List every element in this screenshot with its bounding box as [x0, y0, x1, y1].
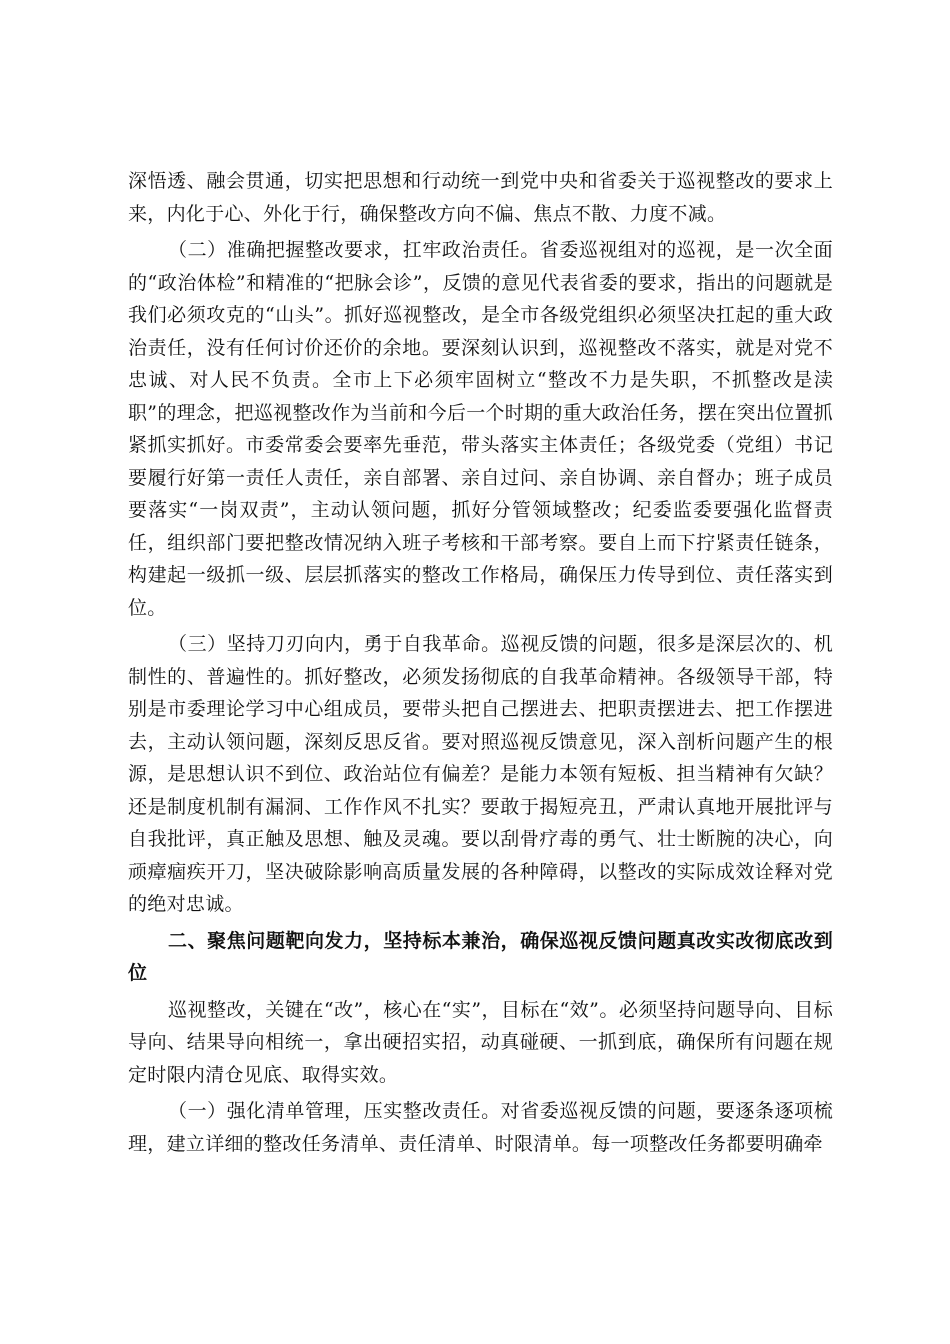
paragraph-intro: 巡视整改，关键在“改”，核心在“实”，目标在“效”。必须坚持问题导向、目标导向、结果导向相统一，拿出硬招实招，动真碰硬、一抓到底，确保所有问题在规定时限内清仓见底、取得实效。: [128, 998, 833, 1086]
paragraph-section-2: （二）准确把握整改要求，扛牢政治责任。省委巡视组对的巡视，是一次全面的“政治体检”和精准的“把脉会诊”，反馈的意见代表省委的要求，指出的问题就是我们必须攻克的“山头”。抓好巡视整改，是全市各级党组织必须坚决扛起的重大政治责任，没有任何讨价还价的余地。要深刻认识到，巡视整改不落实，就是对党不忠诚、对人民不负责。全市上下必须牢固树立“整改不力是失职，不抓整改是渎职”的理念，把巡视整改作为当前和今后一个时期的重大政治任务，摆在突出位置抓紧抓实抓好。市委常委会要率先垂范，带头落实主体责任；各级党委（党组）书记要履行好第一责任人责任，亲自部署、亲自过问、亲自协调、亲自督办；班子成员要落实“一岗双责”，主动认领问题，抓好分管领域整改；纪委监委要强化监督责任，组织部门要把整改情况纳入班子考核和干部考察。要自上而下拧紧责任链条，构建起一级抓一级、层层抓落实的整改工作格局，确保压力传导到位、责任落实到位。: [128, 239, 833, 619]
paragraph-section-3: （三）坚持刀刃向内，勇于自我革命。巡视反馈的问题，很多是深层次的、机制性的、普遍性的。抓好整改，必须发扬彻底的自我革命精神。各级领导干部，特别是市委理论学习中心组成员，要带头把自己摆进去、把职责摆进去、把工作摆进去，主动认领问题，深刻反思反省。要对照巡视反馈意见，深入剖析问题产生的根源，是思想认识不到位、政治站位有偏差？是能力本领有短板、担当精神有欠缺？还是制度机制有漏洞、工作作风不扎实？要敢于揭短亮丑，严肃认真地开展批评与自我批评，真正触及思想、触及灵魂。要以刮骨疗毒的勇气、壮士断腕的决心，向顽瘴痼疾开刀，坚决破除影响高质量发展的各种障碍，以整改的实际成效诠释对党的绝对忠诚。: [128, 633, 833, 915]
document-page: [128, 165, 833, 1164]
paragraph-continuation: 深悟透、融会贯通，切实把思想和行动统一到党中央和省委关于巡视整改的要求上来，内化于心、外化于行，确保整改方向不偏、焦点不散、力度不减。: [128, 170, 833, 225]
paragraph-subsection-1: （一）强化清单管理，压实整改责任。对省委巡视反馈的问题，要逐条逐项梳理，建立详细的整改任务清单、责任清单、时限清单。每一项整改任务都要明确牵: [128, 1100, 833, 1155]
section-heading-2: 二、聚焦问题靶向发力，坚持标本兼治，确保巡视反馈问题真改实改彻底改到位: [128, 929, 833, 984]
